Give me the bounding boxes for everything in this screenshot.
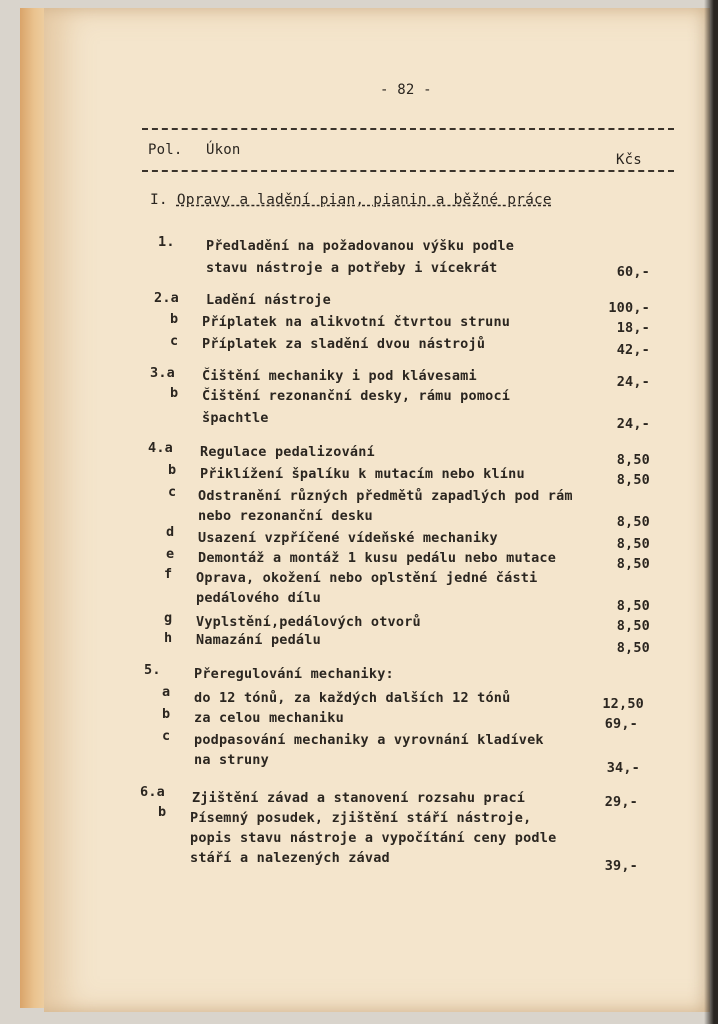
binding-shadow (704, 0, 718, 1024)
item-text: Vyplstění,pedálových otvorů (196, 614, 421, 630)
item-price: 8,50 (616, 536, 650, 552)
item-text: Čištění mechaniky i pod klávesami (202, 368, 477, 384)
item-text: Usazení vzpříčené vídeňské mechaniky (198, 530, 498, 546)
item-number: d (166, 524, 175, 540)
item-text: pedálového dílu (196, 590, 321, 606)
item-number: 1. (158, 234, 175, 250)
header-col-ukon: Úkon (206, 142, 241, 158)
item-number: e (166, 546, 175, 562)
item-text: Ladění nástroje (206, 292, 331, 308)
item-text: popis stavu nástroje a vypočítání ceny podle (190, 830, 557, 846)
header-col-kcs: Kčs (616, 152, 642, 168)
item-price: 8,50 (616, 514, 650, 530)
item-text: Regulace pedalizování (200, 444, 375, 460)
item-text: Předladění na požadovanou výšku podle (206, 238, 515, 254)
item-price: 8,50 (616, 472, 650, 488)
page-number: - 82 - (380, 82, 432, 98)
item-price: 24,- (616, 416, 650, 432)
item-text: špachtle (202, 410, 269, 426)
item-price: 8,50 (616, 640, 650, 656)
item-text: do 12 tónů, za každých dalších 12 tónů (194, 690, 511, 706)
item-number: b (158, 804, 167, 820)
item-text: Přiklížení špalíku k mutacím nebo klínu (200, 466, 525, 482)
item-text: Přeregulování mechaniky: (194, 666, 394, 682)
item-number: 5. (144, 662, 161, 678)
header-rule-bottom (142, 170, 674, 172)
section-roman: I. (150, 192, 168, 208)
item-text: stáří a nalezených závad (190, 850, 390, 866)
item-number: 2.a (154, 290, 179, 306)
item-price: 60,- (616, 264, 650, 280)
item-price: 29,- (604, 794, 638, 810)
item-text: nebo rezonanční desku (198, 508, 373, 524)
item-price: 69,- (604, 716, 638, 732)
item-text: podpasování mechaniky a vyrovnání kladívek (194, 732, 544, 748)
item-text: Čištění rezonanční desky, rámu pomocí (202, 388, 511, 404)
item-number: f (164, 566, 173, 582)
item-price: 24,- (616, 374, 650, 390)
item-number: 6.a (140, 784, 165, 800)
item-text: Demontáž a montáž 1 kusu pedálu nebo mutace (198, 550, 557, 566)
item-number: b (170, 385, 179, 401)
item-price: 8,50 (616, 452, 650, 468)
item-text: Příplatek na alikvotní čtvrtou strunu (202, 314, 511, 330)
item-text: stavu nástroje a potřeby i vícekrát (206, 260, 498, 276)
item-number: c (170, 333, 179, 349)
header-col-pol: Pol. (148, 142, 183, 158)
header-rule-top (142, 128, 674, 130)
item-price: 8,50 (616, 598, 650, 614)
item-text: Odstranění různých předmětů zapadlých pod rám (198, 488, 573, 504)
item-price: 8,50 (616, 618, 650, 634)
item-number: 4.a (148, 440, 173, 456)
section-heading (150, 192, 552, 208)
item-text: Namazání pedálu (196, 632, 321, 648)
item-text: Zjištění závad a stanovení rozsahu prací (192, 790, 526, 806)
item-number: h (164, 630, 173, 646)
item-price: 42,- (616, 342, 650, 358)
item-number: a (162, 684, 171, 700)
item-text: na struny (194, 752, 269, 768)
item-text: Písemný posudek, zjištění stáří nástroje, (190, 810, 532, 826)
item-number: 3.a (150, 365, 175, 381)
item-price: 8,50 (616, 556, 650, 572)
item-price: 12,50 (602, 696, 644, 712)
item-number: b (162, 706, 171, 722)
item-number: c (162, 728, 171, 744)
item-price: 18,- (616, 320, 650, 336)
item-text: Oprava, okožení nebo oplstění jedné části (196, 570, 538, 586)
item-text: Příplatek za sladění dvou nástrojů (202, 336, 486, 352)
item-number: g (164, 610, 173, 626)
item-number: b (170, 311, 179, 327)
item-price: 100,- (608, 300, 650, 316)
item-price: 39,- (604, 858, 638, 874)
item-text: za celou mechaniku (194, 710, 344, 726)
item-number: c (168, 484, 177, 500)
item-price: 34,- (606, 760, 640, 776)
section-title: Opravy a ladění pian, pianin a běžné práce (176, 192, 552, 208)
item-number: b (168, 462, 177, 478)
